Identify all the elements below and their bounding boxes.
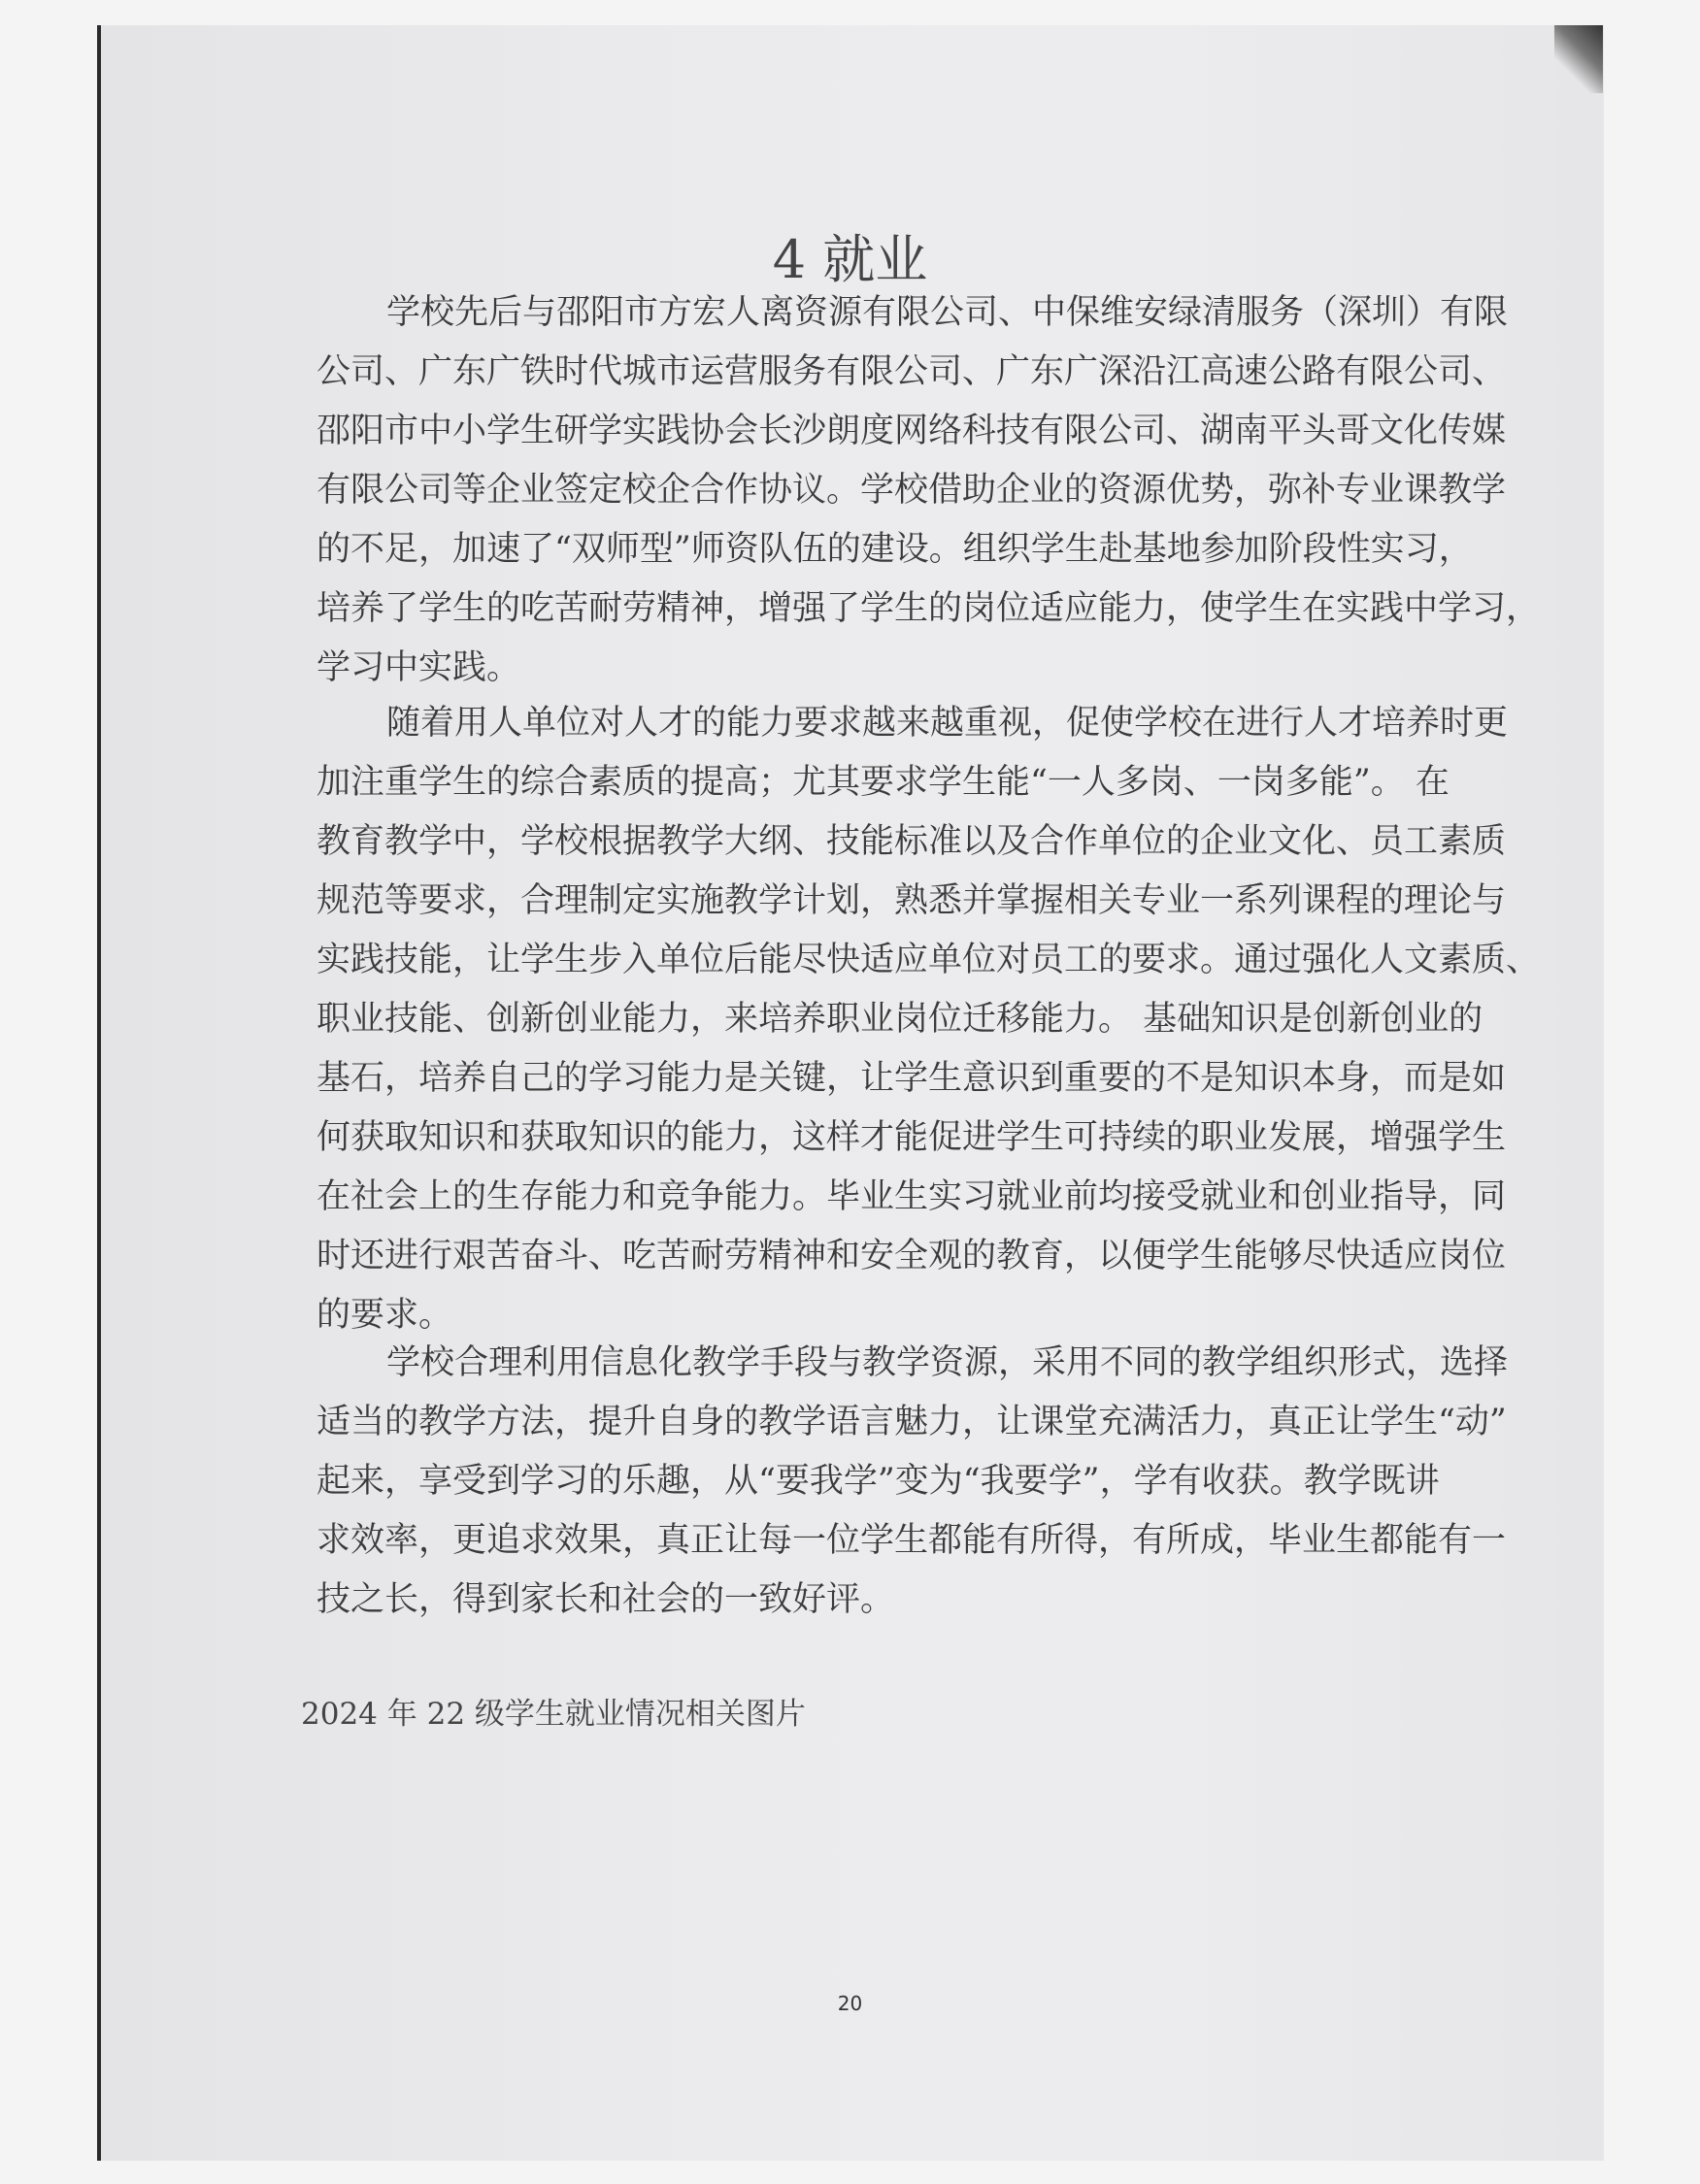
paragraph-teaching-methods (317, 1334, 1509, 1630)
text-line: 学校先后与邵阳市方宏人离资源有限公司、中保维安绿清服务（深圳）有限 (386, 293, 1509, 332)
text-line: 求效率，更追求效果，真正让每一位学生都能有所得，有所成，毕业生都能有一 (317, 1521, 1507, 1560)
figure-caption: 2024 年 22 级学生就业情况相关图片 (301, 1697, 806, 1732)
text-line: 技之长，得到家长和社会的一致好评。 (317, 1580, 895, 1619)
section-title: 4 就业 (772, 229, 928, 290)
paragraph-partnerships (317, 283, 1541, 698)
text-line: 有限公司等企业签定校企合作协议。学校借助企业的资源优势，弥补专业课教学 (317, 471, 1507, 510)
text-line: 实践技能，让学生步入单位后能尽快适应单位对员工的要求。通过强化人文素质、 (317, 941, 1541, 979)
text-line: 加注重学生的综合素质的提高；尤其要求学生能“一人多岗、一岗多能”。 在 (317, 763, 1450, 802)
text-line: 何获取知识和获取知识的能力，这样才能促进学生可持续的职业发展，增强学生 (317, 1118, 1507, 1157)
text-line: 培养了学生的吃苦耐劳精神，增强了学生的岗位适应能力，使学生在实践中学习， (317, 589, 1541, 628)
text-line: 邵阳市中小学生研学实践协会长沙朗度网络科技有限公司、湖南平头哥文化传媒 (317, 412, 1507, 450)
paragraph-talent-training (317, 694, 1541, 1345)
text-line: 起来，享受到学习的乐趣，从“要我学”变为“我要学”，学有收获。教学既讲 (317, 1462, 1440, 1501)
text-line: 时还进行艰苦奋斗、吃苦耐劳精神和安全观的教育，以便学生能够尽快适应岗位 (317, 1237, 1507, 1275)
text-line: 基石，培养自己的学习能力是关键，让学生意识到重要的不是知识本身，而是如 (317, 1059, 1507, 1098)
text-line: 适当的教学方法，提升自身的教学语言魅力，让课堂充满活力，真正让学生“动” (317, 1403, 1507, 1441)
text-line: 在社会上的生存能力和竞争能力。毕业生实习就业前均接受就业和创业指导，同 (317, 1177, 1507, 1216)
text-line: 随着用人单位对人才的能力要求越来越重视，促使学校在进行人才培养时更 (386, 704, 1509, 743)
text-line: 的要求。 (317, 1296, 453, 1335)
text-line: 学习中实践。 (317, 648, 521, 687)
page-number: 20 (837, 1992, 863, 2015)
text-line: 公司、广东广铁时代城市运营服务有限公司、广东广深沿江高速公路有限公司、 (317, 352, 1507, 391)
text-line: 学校合理利用信息化教学手段与教学资源，采用不同的教学组织形式，选择 (386, 1343, 1509, 1382)
text-line: 规范等要求，合理制定实施教学计划，熟悉并掌握相关专业一系列课程的理论与 (317, 881, 1507, 920)
text-line: 的不足，加速了“双师型”师资队伍的建设。组织学生赴基地参加阶段性实习， (317, 530, 1473, 569)
text-line: 职业技能、创新创业能力，来培养职业岗位迁移能力。 基础知识是创新创业的 (317, 1000, 1483, 1039)
page-corner-shadow (1554, 25, 1603, 93)
text-line: 教育教学中，学校根据教学大纲、技能标准以及合作单位的企业文化、员工素质 (317, 822, 1507, 861)
